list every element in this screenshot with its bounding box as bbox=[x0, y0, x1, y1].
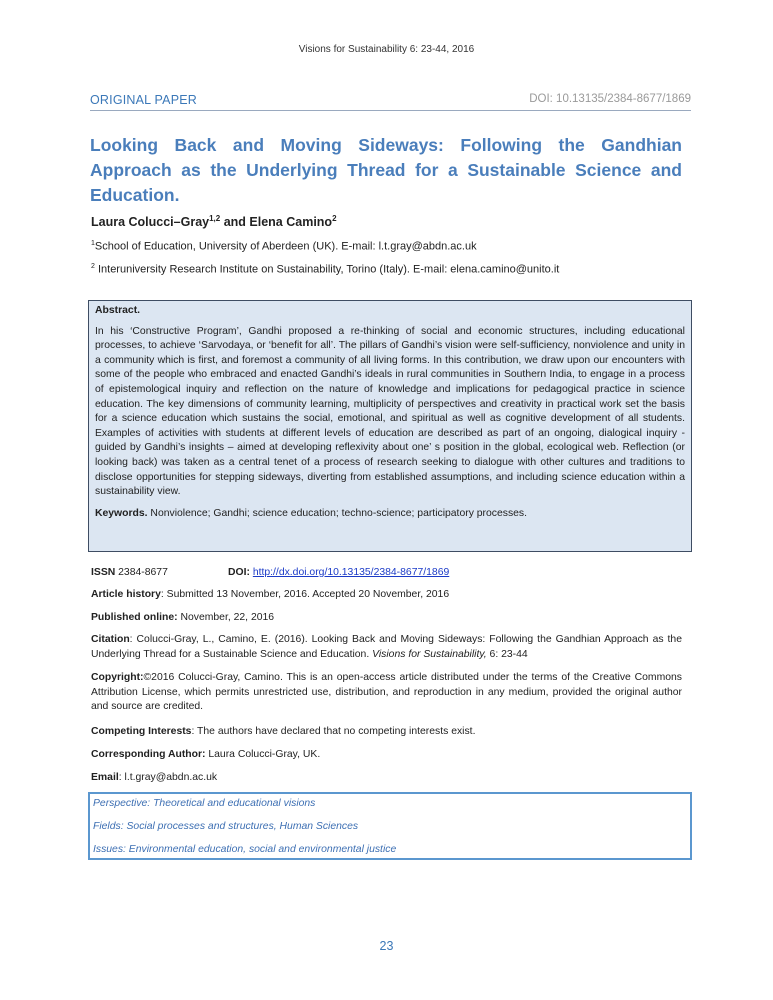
affiliation-2 bbox=[91, 263, 559, 276]
history-value: : Submitted 13 November, 2016. Accepted 20 November, 2016 bbox=[160, 589, 450, 600]
author-name: Laura Colucci–Gray bbox=[91, 215, 210, 230]
published-label: Published online: bbox=[91, 612, 178, 623]
keywords-value: Nonviolence; Gandhi; science education; techno-science; participatory processes. bbox=[147, 507, 528, 519]
authors-line bbox=[91, 214, 337, 229]
abstract-heading: Abstract. bbox=[95, 305, 141, 316]
citation-label: Citation bbox=[91, 634, 130, 645]
author-name: Elena Camino bbox=[249, 215, 333, 230]
issn-doi-line bbox=[91, 566, 682, 581]
paper-title: Looking Back and Moving Sideways: Following the Gandhian Approach as the Underlying Thread for a Sustainable Science and Education. bbox=[90, 135, 682, 205]
issn-label: ISSN bbox=[91, 567, 116, 578]
citation-journal: Visions for Sustainability, bbox=[372, 648, 487, 660]
corresponding-value: Laura Colucci-Gray, UK. bbox=[205, 749, 321, 760]
email-line bbox=[91, 771, 682, 786]
corresponding-author bbox=[91, 748, 682, 763]
paper-type-label: ORIGINAL PAPER bbox=[90, 93, 197, 107]
doi-link[interactable]: http://dx.doi.org/10.13135/2384-8677/1869 bbox=[252, 567, 450, 578]
keywords-label: Keywords. bbox=[95, 507, 148, 519]
author-affiliation-mark: 1,2 bbox=[209, 214, 221, 223]
competing-interests bbox=[91, 725, 682, 740]
history-label: Article history bbox=[91, 589, 161, 600]
author-connector: and bbox=[220, 215, 250, 230]
published-online bbox=[91, 611, 682, 626]
affiliation-text: Interuniversity Research Institute on Sustainability, Torino (Italy). E-mail: elena.camino@unito.it bbox=[94, 263, 560, 276]
doi-group bbox=[228, 566, 449, 581]
header-bar bbox=[90, 93, 691, 111]
abstract-box bbox=[88, 300, 692, 552]
issues-value: Environmental education, social and environmental justice bbox=[125, 844, 397, 855]
abstract-body: In his ‘Constructive Program’, Gandhi proposed a re-thinking of social and economic structures, including educational processes, to achieve ‘Sarvodaya, or ‘benefit for all’. The pillars of Gandhi’s vision were self-sufficiency, nonviolence and unity in a community which is first, and foremost a community of all living forms. In this contribution, we draw upon our encounters with some of the people who embraced and enacted Gandhi’s ideals in rural communities in Southern India, to engage in a process of epistemological inquiry and reflection on the nature of knowledge and implications for pedagogical practice in science education. The key dimensions of community learning, multiplicity of perspectives and creativity in practical work set the basis for a science education which sustains the social, emotional, and spiritual as well as cognitive development of all students. Examples of activities with students at different levels of education are described as part of an ongoing, dialogical inquiry - guided by Gandhi’s insights – aimed at developing reflexivity about one’ s position in the global, ecological web. Reflection (or looking back) was taken as a central tenet of a process of research seeking to dialogue with other cultures and traditions to disclose opportunities for stepping sideways, diverting from established assumptions, and including science education within a sustainability view. bbox=[95, 325, 685, 498]
citation-pages: 6: 23-44 bbox=[486, 648, 528, 660]
fields-line bbox=[93, 821, 358, 832]
corresponding-label: Corresponding Author: bbox=[91, 749, 206, 760]
perspective-value: : Theoretical and educational visions bbox=[147, 798, 316, 809]
header-doi: DOI: 10.13135/2384-8677/1869 bbox=[529, 93, 691, 105]
author-affiliation-mark: 2 bbox=[332, 214, 337, 223]
email-label: Email bbox=[91, 772, 119, 783]
competing-label: Competing Interests bbox=[91, 726, 192, 737]
article-history bbox=[91, 588, 682, 603]
affiliation-mark: 1 bbox=[91, 240, 95, 247]
citation bbox=[91, 633, 682, 662]
affiliation-1 bbox=[91, 240, 477, 253]
keywords-line bbox=[95, 507, 685, 522]
perspective-label: Perspective bbox=[93, 798, 148, 809]
journal-header: Visions for Sustainability 6: 23-44, 2016 bbox=[298, 44, 475, 55]
issues-line bbox=[93, 844, 396, 855]
affiliation-mark: 2 bbox=[91, 263, 95, 270]
copyright-value: ©2016 Colucci-Gray, Camino. This is an open-access article distributed under the terms of the Creative Commons Attribution License, which permits unrestricted use, distribution, and reproduction in any medium, provided the original author and source are credited. bbox=[91, 672, 682, 713]
affiliation-text: School of Education, University of Aberdeen (UK). E-mail: l.t.gray@abdn.ac.uk bbox=[94, 240, 477, 253]
email-value: : l.t.gray@abdn.ac.uk bbox=[118, 772, 218, 783]
classification-box bbox=[88, 792, 692, 860]
published-value: November, 22, 2016 bbox=[177, 612, 275, 623]
fields-value: : Social processes and structures, Human Sciences bbox=[120, 821, 359, 832]
doi-label: DOI: bbox=[228, 567, 250, 578]
perspective-line bbox=[93, 798, 315, 809]
citation-value: : Colucci-Gray, L., Camino, E. (2016). Looking Back and Moving Sideways: Following the Gandhian Approach as the Underlying Thread for a Sustainable Science and Education. bbox=[91, 634, 682, 660]
copyright-label: Copyright: bbox=[91, 672, 144, 683]
issues-label: Issues: bbox=[93, 844, 126, 855]
page-number: 23 bbox=[379, 939, 394, 953]
copyright bbox=[91, 671, 682, 715]
issn-value: 2384-8677 bbox=[115, 567, 168, 578]
competing-value: : The authors have declared that no competing interests exist. bbox=[191, 726, 476, 737]
fields-label: Fields bbox=[93, 821, 121, 832]
